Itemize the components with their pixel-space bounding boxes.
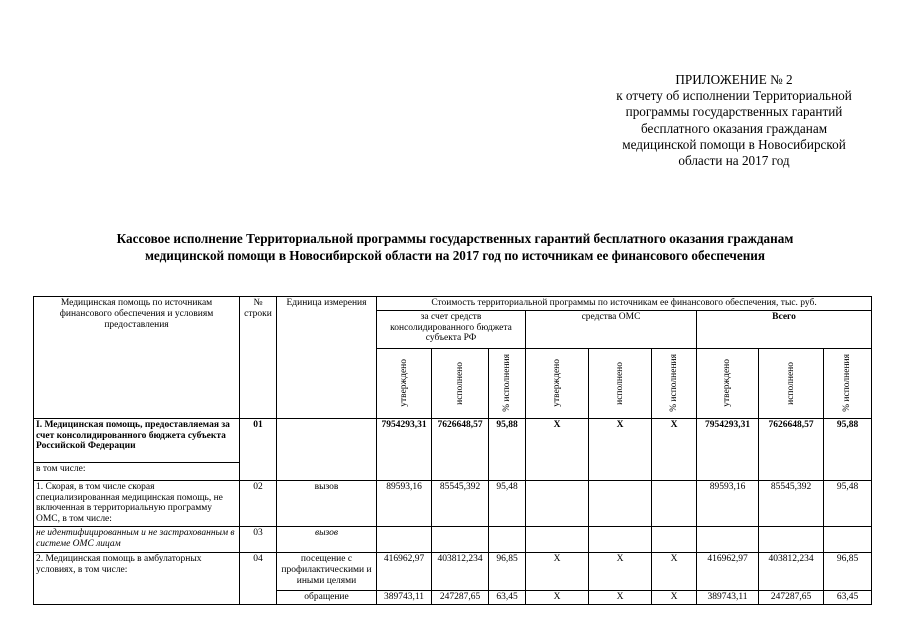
cell-total-approved: 389743,11 — [697, 590, 759, 604]
row-unit: вызов — [277, 480, 377, 526]
row-unit: обращение — [277, 590, 377, 604]
row-unit: посещение с профилактическими и иными целями — [277, 552, 377, 590]
cell-budget-executed: 403812,234 — [432, 552, 489, 590]
header-unit: Единица измерения — [277, 297, 377, 419]
appendix-line: ПРИЛОЖЕНИЕ № 2 — [675, 72, 793, 87]
cell-total-approved: 89593,16 — [697, 480, 759, 526]
header-oms-approved: утверждено — [526, 348, 589, 418]
cell-total-executed — [759, 526, 824, 552]
row-unit: вызов — [277, 526, 377, 552]
table-row — [34, 552, 872, 590]
appendix-line: к отчету об исполнении Территориальной — [616, 88, 852, 104]
cell-total-approved: 7954293,31 — [697, 418, 759, 480]
cell-total-percent — [824, 526, 872, 552]
row-number: 04 — [240, 552, 277, 604]
header-name: Медицинская помощь по источникам финансового обеспечения и условиям предоставления — [34, 297, 240, 419]
cell-total-percent: 96,85 — [824, 552, 872, 590]
cell-budget-percent — [489, 526, 526, 552]
appendix-line: медицинской помощи в Новосибирской — [622, 136, 846, 152]
table-row — [34, 526, 872, 552]
cell-budget-approved: 7954293,31 — [377, 418, 432, 480]
cell-budget-approved: 89593,16 — [377, 480, 432, 526]
row-number: 02 — [240, 480, 277, 526]
row-number: 01 — [240, 418, 277, 480]
row-name: 2. Медицинская помощь в амбулаторных условиях, в том числе: — [34, 552, 240, 604]
cell-oms-percent — [652, 526, 697, 552]
cell-total-approved: 416962,97 — [697, 552, 759, 590]
cell-oms-percent — [652, 480, 697, 526]
appendix-line: программы государственных гарантий — [625, 104, 843, 120]
header-total-executed: исполнено — [759, 348, 824, 418]
cell-total-executed: 7626648,57 — [759, 418, 824, 480]
cell-oms-approved: X — [526, 418, 589, 480]
cell-budget-executed: 85545,392 — [432, 480, 489, 526]
cell-oms-percent: X — [652, 552, 697, 590]
cell-total-percent: 63,45 — [824, 590, 872, 604]
header-cost: Стоимость территориальной программы по источникам ее финансового обеспечения, тыс. руб. — [377, 297, 872, 311]
table-row — [34, 480, 872, 526]
cell-oms-percent: X — [652, 590, 697, 604]
appendix-line: области на 2017 год — [678, 153, 790, 169]
cell-oms-executed: X — [589, 552, 652, 590]
cell-budget-approved: 389743,11 — [377, 590, 432, 604]
cell-oms-approved: X — [526, 590, 589, 604]
document-title-line-1: Кассовое исполнение Территориальной программы государственных гарантий бесплатного оказания гражданам — [116, 231, 794, 246]
header-budget-percent: % исполнения — [489, 348, 526, 418]
cell-budget-executed: 7626648,57 — [432, 418, 489, 480]
table-row — [34, 418, 872, 462]
header-row-number: № строки — [240, 297, 277, 419]
document-title — [20, 231, 890, 264]
cell-budget-executed: 247287,65 — [432, 590, 489, 604]
cell-total-executed: 403812,234 — [759, 552, 824, 590]
header-oms-percent: % исполнения — [652, 348, 697, 418]
cell-oms-approved: X — [526, 552, 589, 590]
cell-total-executed: 85545,392 — [759, 480, 824, 526]
row-subnote: в том числе: — [34, 462, 240, 480]
row-name: не идентифицированным и не застрахованным в системе ОМС лицам — [34, 526, 240, 552]
cell-oms-approved — [526, 480, 589, 526]
cell-oms-executed — [589, 480, 652, 526]
cell-oms-executed: X — [589, 418, 652, 480]
cell-budget-percent: 95,88 — [489, 418, 526, 480]
cell-budget-percent: 63,45 — [489, 590, 526, 604]
header-oms: средства ОМС — [526, 310, 697, 348]
cell-oms-executed: X — [589, 590, 652, 604]
cell-total-executed: 247287,65 — [759, 590, 824, 604]
cell-oms-executed — [589, 526, 652, 552]
row-name: 1. Скорая, в том числе скорая специализированная медицинская помощь, не включенная в территориальную программу ОМС, в том числе: — [34, 480, 240, 526]
report-table — [33, 296, 872, 605]
cell-budget-approved: 416962,97 — [377, 552, 432, 590]
appendix-block — [560, 72, 905, 169]
header-budget: за счет средств консолидированного бюджета субъекта РФ — [377, 310, 526, 348]
cell-oms-percent: X — [652, 418, 697, 480]
header-total: Всего — [697, 310, 872, 348]
row-name: I. Медицинская помощь, предоставляемая за счет консолидированного бюджета субъекта Российской Федерации — [34, 418, 240, 462]
cell-budget-percent: 95,48 — [489, 480, 526, 526]
cell-total-percent: 95,48 — [824, 480, 872, 526]
header-total-approved: утверждено — [697, 348, 759, 418]
cell-oms-approved — [526, 526, 589, 552]
header-oms-executed: исполнено — [589, 348, 652, 418]
header-budget-approved: утверждено — [377, 348, 432, 418]
header-budget-executed: исполнено — [432, 348, 489, 418]
row-number: 03 — [240, 526, 277, 552]
cell-total-percent: 95,88 — [824, 418, 872, 480]
row-unit — [277, 418, 377, 480]
cell-budget-executed — [432, 526, 489, 552]
cell-total-approved — [697, 526, 759, 552]
header-total-percent: % исполнения — [824, 348, 872, 418]
cell-budget-approved — [377, 526, 432, 552]
cell-budget-percent: 96,85 — [489, 552, 526, 590]
document-title-line-2: медицинской помощи в Новосибирской области на 2017 год по источникам ее финансового обеспечения — [144, 247, 766, 263]
appendix-line: бесплатного оказания гражданам — [640, 120, 828, 136]
